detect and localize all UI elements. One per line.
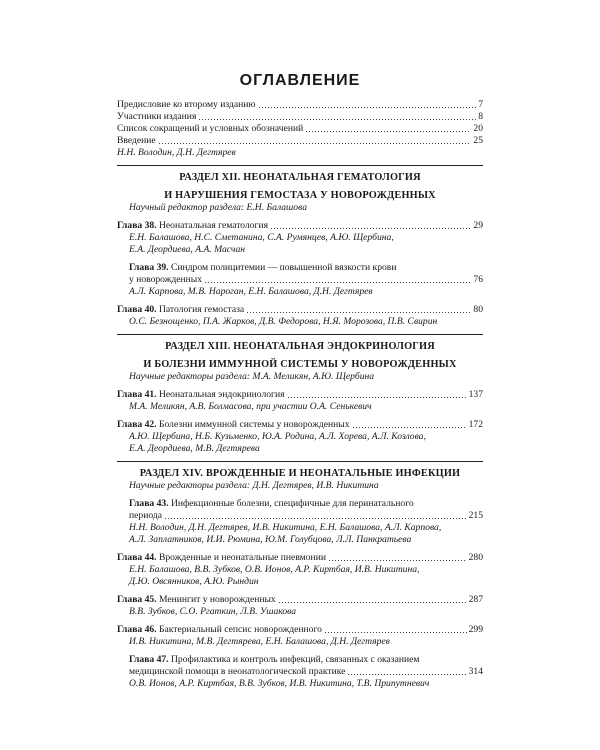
section-title: РАЗДЕЛ XII. НЕОНАТАЛЬНАЯ ГЕМАТОЛОГИЯ — [179, 172, 421, 183]
dot-leader — [352, 427, 467, 428]
chapter-title: Профилактика и контроль инфекций, связанных с оказанием — [170, 654, 420, 665]
chapter-authors: Е.А. Деордиева, М.В. Дегтярева — [129, 443, 260, 454]
page-number: 137 — [468, 389, 483, 400]
entry-title: Введение — [117, 135, 156, 146]
section-editor: Научный редактор раздела: Е.Н. Балашова — [129, 202, 307, 213]
chapter-title: Врожденные и неонатальные пневмонии — [158, 552, 326, 563]
page-number: 80 — [473, 304, 483, 315]
chapter-label: Глава 39. — [129, 262, 169, 273]
chapter-entry — [117, 654, 483, 690]
chapter-authors: Е.А. Деордиева, А.А. Масчан — [129, 244, 246, 255]
chapter-title-line — [117, 262, 483, 274]
dot-leader — [287, 397, 467, 398]
chapter-authors: В.В. Зубков, С.О. Ргаткин, Л.В. Ушакова — [129, 606, 297, 617]
front-entry — [117, 111, 483, 123]
chapter-label: Глава 38. — [117, 220, 157, 231]
entry-title-wrap — [117, 111, 196, 123]
chapter-authors: А.Л. Заплатников, И.И. Рюмина, Ю.М. Голубцова, Л.Л. Панкратьева — [129, 534, 412, 545]
entry-title-wrap — [117, 419, 350, 431]
page-number: 172 — [468, 419, 483, 430]
chapter-authors: Н.Н. Володин, Д.Н. Дегтярев, И.В. Никитина, Е.Н. Балашова, А.Л. Карпова, — [129, 522, 442, 533]
section-title: РАЗДЕЛ XIV. ВРОЖДЕННЫЕ И НЕОНАТАЛЬНЫЕ ИНФЕКЦИИ — [139, 468, 461, 479]
dot-leader — [164, 518, 467, 519]
section-title: И БОЛЕЗНИ ИММУННОЙ СИСТЕМЫ У НОВОРОЖДЕННЫХ — [143, 359, 457, 370]
intro-authors: Н.Н. Володин, Д.Н. Дегтярев — [117, 147, 236, 158]
entry-title-wrap — [117, 666, 345, 678]
section-title: И НАРУШЕНИЯ ГЕМОСТАЗА У НОВОРОЖДЕННЫХ — [164, 190, 436, 201]
chapter-title: Неонатальная эндокринология — [158, 389, 285, 400]
chapter-title: у новорожденных — [129, 274, 203, 285]
chapter-label: Глава 42. — [117, 419, 157, 430]
dot-leader — [204, 282, 471, 283]
entry-title-wrap — [117, 624, 322, 636]
entry-title: Участники издания — [117, 111, 197, 122]
page-number: 287 — [468, 594, 483, 605]
table-of-contents — [117, 99, 483, 690]
entry-title-wrap — [117, 123, 303, 135]
section-editor: Научные редакторы раздела: Д.Н. Дегтярев, И.В. Никитина — [129, 480, 379, 491]
chapter-authors: О.С. Безнощенко, П.А. Жарков, Д.В. Федорова, Н.Я. Морозова, П.В. Свирин — [129, 316, 438, 327]
chapter-authors: А.Ю. Щербина, Н.Б. Кузьменко, Ю.А. Родина, А.Л. Хорева, А.Л. Козлова, — [129, 431, 426, 442]
entry-title-wrap — [117, 389, 285, 401]
dot-leader — [328, 560, 467, 561]
section-editor: Научные редакторы раздела: М.А. Меликян, А.Ю. Щербина — [129, 371, 375, 382]
chapter-entry — [117, 419, 483, 455]
page-number: 215 — [468, 510, 483, 521]
chapter-entry — [117, 262, 483, 298]
page-number: 280 — [468, 552, 483, 563]
entry-title-wrap — [117, 304, 244, 316]
chapter-title: Инфекционные болезни, специфичные для перинатального — [170, 498, 414, 509]
chapter-entry — [117, 389, 483, 413]
entry-title: Предисловие ко второму изданию — [117, 99, 256, 110]
dot-leader — [258, 107, 477, 108]
dot-leader — [198, 119, 476, 120]
chapter-title: медицинской помощи в неонатологической практике — [129, 666, 346, 677]
chapter-title: Бактериальный сепсис новорожденного — [158, 624, 322, 635]
page-number: 25 — [473, 135, 483, 146]
chapter-label: Глава 47. — [129, 654, 169, 665]
chapter-title: Болезни иммунной системы у новорожденных — [158, 419, 350, 430]
entry-title-wrap — [117, 135, 156, 147]
chapter-label: Глава 45. — [117, 594, 157, 605]
chapter-entry — [117, 304, 483, 328]
chapter-title-row — [117, 389, 483, 401]
entry-title-wrap — [117, 99, 256, 111]
chapter-authors: А.Л. Карпова, М.В. Нароган, Е.Н. Балашова, Д.Н. Дегтярев — [129, 286, 373, 297]
chapter-authors: Д.Ю. Овсянников, А.Ю. Рындин — [129, 576, 259, 587]
chapter-label: Глава 44. — [117, 552, 157, 563]
page-title: ОГЛАВЛЕНИЕ — [239, 72, 361, 89]
entry-title: Список сокращений и условных обозначений — [117, 123, 304, 134]
chapter-title-line — [117, 654, 483, 666]
front-entry — [117, 135, 483, 147]
front-entry — [117, 99, 483, 111]
section-divider — [117, 461, 483, 462]
page-number: 8 — [478, 111, 483, 122]
dot-leader — [278, 602, 467, 603]
dot-leader — [347, 674, 466, 675]
chapter-title: Синдром полицитемии — повышенной вязкости крови — [170, 262, 397, 273]
page-number: 7 — [478, 99, 483, 110]
chapter-title: Менингит у новорожденных — [158, 594, 276, 605]
dot-leader — [246, 312, 471, 313]
chapter-authors: М.А. Меликян, А.В. Болмасова, при участии О.А. Сенькевич — [129, 401, 372, 412]
chapter-label: Глава 41. — [117, 389, 157, 400]
section-title: РАЗДЕЛ XIII. НЕОНАТАЛЬНАЯ ЭНДОКРИНОЛОГИЯ — [165, 341, 435, 352]
chapter-authors: Е.Н. Балашова, В.В. Зубков, О.В. Ионов, А.Р. Киртбая, И.В. Никитина, — [129, 564, 420, 575]
chapter-title-row — [117, 274, 483, 286]
entry-title-wrap — [117, 510, 162, 522]
chapter-title-row — [117, 304, 483, 316]
page-number: 20 — [473, 123, 483, 134]
entry-title-wrap — [117, 594, 276, 606]
chapter-entry — [117, 220, 483, 256]
chapter-title-row — [117, 624, 483, 636]
page-number: 299 — [468, 624, 483, 635]
dot-leader — [324, 632, 467, 633]
chapter-entry — [117, 552, 483, 588]
dot-leader — [270, 228, 471, 229]
page-number: 76 — [473, 274, 483, 285]
section-divider — [117, 334, 483, 335]
front-entry — [117, 123, 483, 135]
dot-leader — [305, 131, 471, 132]
chapter-title: Патология гемостаза — [158, 304, 245, 315]
chapter-title-row — [117, 666, 483, 678]
chapter-authors: О.В. Ионов, А.Р. Киртбая, В.В. Зубков, И.В. Никитина, Т.В. Припутневич — [129, 678, 430, 689]
chapter-entry — [117, 594, 483, 618]
chapter-authors: Е.Н. Балашова, Н.С. Сметанина, С.А. Румянцев, А.Ю. Щербина, — [129, 232, 394, 243]
section-divider — [117, 165, 483, 166]
chapter-entry — [117, 498, 483, 546]
chapter-entry — [117, 624, 483, 648]
chapter-title: периода — [129, 510, 162, 521]
chapter-label: Глава 40. — [117, 304, 157, 315]
chapter-title-row — [117, 419, 483, 431]
chapter-title-row — [117, 552, 483, 564]
entry-title-wrap — [117, 552, 326, 564]
chapter-title: Неонатальная гематология — [158, 220, 269, 231]
page-number: 314 — [468, 666, 483, 677]
chapter-label: Глава 46. — [117, 624, 157, 635]
chapter-authors: И.В. Никитина, М.В. Дегтярева, Е.Н. Балашова, Д.Н. Дегтярев — [129, 636, 390, 647]
chapter-title-row — [117, 510, 483, 522]
chapter-label: Глава 43. — [129, 498, 169, 509]
entry-title-wrap — [117, 274, 202, 286]
chapter-title-row — [117, 220, 483, 232]
dot-leader — [158, 143, 472, 144]
chapter-title-line — [117, 498, 483, 510]
chapter-title-row — [117, 594, 483, 606]
entry-title-wrap — [117, 220, 268, 232]
page-number: 29 — [473, 220, 483, 231]
